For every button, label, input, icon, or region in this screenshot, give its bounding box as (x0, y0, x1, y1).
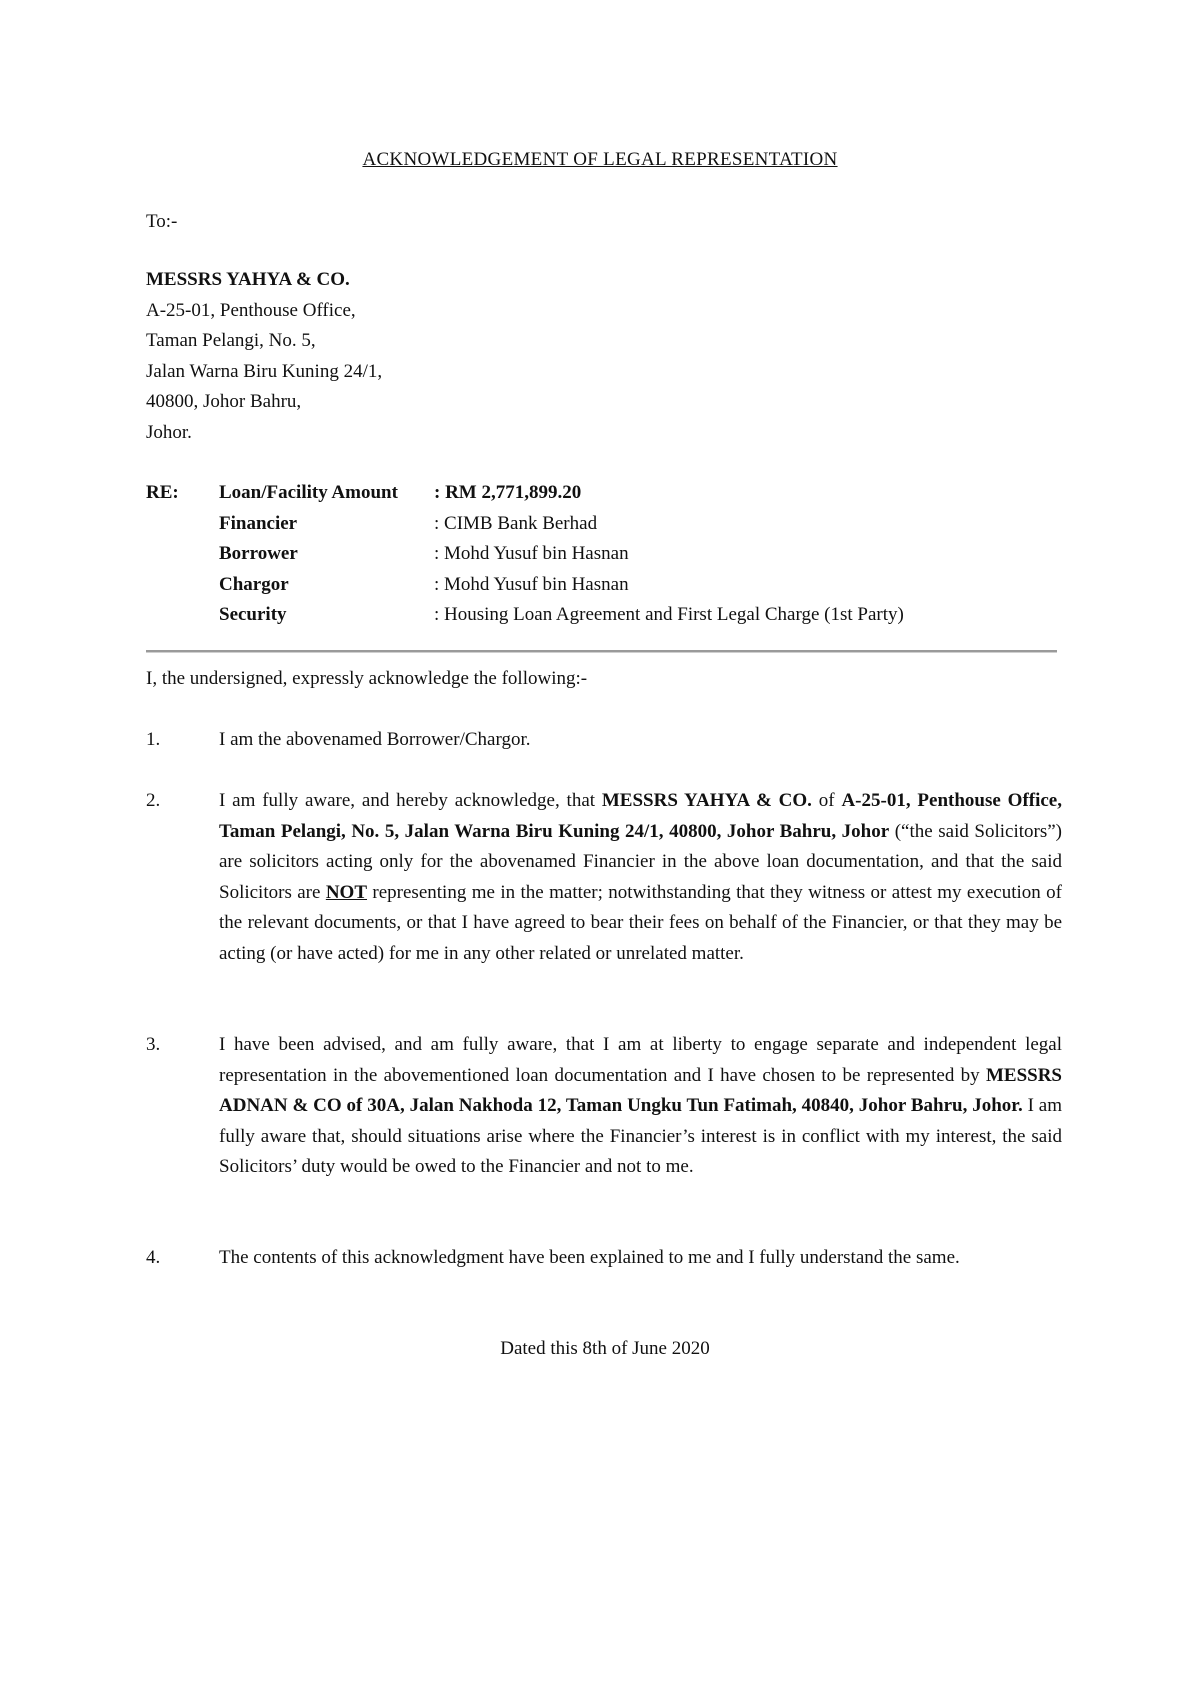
addressee-name: MESSRS YAHYA & CO. (146, 269, 350, 290)
address-line: A-25-01, Penthouse Office, (146, 299, 356, 321)
text-run: I have been advised, and am fully aware, that I am at liberty to engage separate and independent legal representation in the abovementioned loan documentation and I have chosen to be represented by (219, 1034, 1062, 1086)
item-text: The contents of this acknowledgment have been explained to me and I fully understand the same. (219, 1247, 960, 1268)
firm-name-address: MESSRS ADNAN & CO of 30A, Jalan Nakhoda 12, Taman Ungku Tun Fatimah, 40840, Johor Bahru, Johor. (219, 1064, 1062, 1116)
re-value: : CIMB Bank Berhad (434, 512, 598, 534)
re-key: Security (219, 604, 287, 625)
re-key: Borrower (219, 543, 298, 564)
divider-rule (146, 650, 1057, 653)
item-text (219, 1030, 1062, 1183)
item-number: 1. (146, 729, 161, 750)
text-run: of (811, 790, 842, 811)
document-title: ACKNOWLEDGEMENT OF LEGAL REPRESENTATION (362, 149, 838, 170)
firm-name: MESSRS YAHYA & CO. (601, 790, 812, 811)
item-number: 3. (146, 1034, 161, 1055)
re-value: : Mohd Yusuf bin Hasnan (434, 573, 629, 595)
re-row-borrower (219, 539, 1069, 570)
item-number: 4. (146, 1247, 161, 1268)
re-value: : Mohd Yusuf bin Hasnan (434, 543, 629, 564)
re-value: : RM 2,771,899.20 (434, 482, 582, 503)
address-line: Taman Pelangi, No. 5, (146, 330, 316, 351)
dated-line: Dated this 8th of June 2020 (500, 1338, 710, 1359)
address-line: Johor. (146, 421, 192, 443)
item-number: 2. (146, 790, 161, 811)
intro-text: I, the undersigned, expressly acknowledge the following:- (146, 668, 588, 689)
re-key: Chargor (219, 573, 289, 595)
item-text: I am the abovenamed Borrower/Chargor. (219, 729, 531, 750)
address-line: 40800, Johor Bahru, (146, 391, 302, 412)
address-line: Jalan Warna Biru Kuning 24/1, (146, 360, 383, 382)
text-run: representing me in the matter; notwithstanding that they witness or attest my execution of the relevant documents, or that I have agreed to bear their fees on behalf of the Financier, or that they may be acting (or have acted) for me in any other related or unrelated matter. (219, 881, 1063, 964)
re-row-security (219, 600, 1069, 631)
firm-address: A-25-01, Penthouse Office, Taman Pelangi, No. 5, Jalan Warna Biru Kuning 24/1, 40800, Johor Bahru, Johor (219, 790, 1062, 842)
re-row-loan-amount (219, 478, 1069, 509)
item-text (219, 786, 1062, 969)
text-run: (“the said Solicitors”) are solicitors acting only for the abovenamed Financier in the above loan documentation, and that the said Solicitors are (219, 820, 1062, 903)
re-key: Financier (219, 512, 298, 534)
text-run: I am fully aware that, should situations arise where the Financier’s interest is in conflict with my interest, the said Solicitors’ duty would be owed to the Financier and not to me. (219, 1095, 1062, 1177)
re-row-chargor (219, 570, 1069, 601)
to-label: To:- (146, 211, 178, 232)
re-rows (219, 478, 1069, 631)
re-label: RE: (146, 482, 179, 503)
not-emphasis: NOT (325, 881, 368, 903)
re-value: : Housing Loan Agreement and First Legal Charge (1st Party) (434, 604, 904, 625)
re-row-financier (219, 509, 1069, 540)
re-key: Loan/Facility Amount (219, 482, 398, 503)
text-run: I am fully aware, and hereby acknowledge, that (219, 790, 602, 811)
addressee-block (146, 265, 382, 448)
